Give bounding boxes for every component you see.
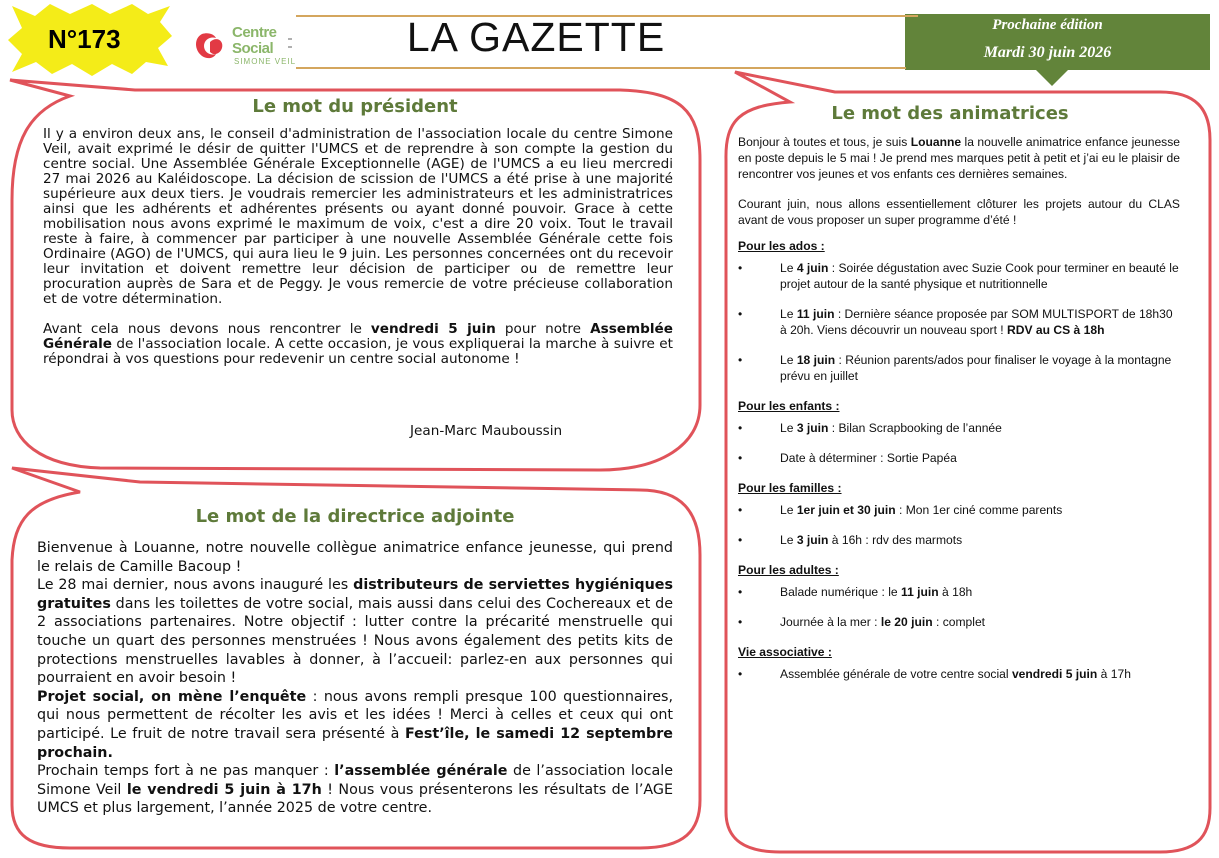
list-item: • Le 11 juin : Dernière séance proposée par SOM MULTISPORT de 18h30 à 20h. Viens découvrir un nouveau sport ! RDV au CS à 18h — [738, 306, 1180, 338]
logo-text-social: Social — [232, 40, 274, 57]
list-item: • Date à déterminer : Sortie Papéa — [738, 450, 1180, 466]
list-item: • Le 1er juin et 30 juin : Mon 1er ciné comme parents — [738, 502, 1180, 518]
list-familles — [738, 502, 1180, 548]
directrice-text — [37, 539, 673, 818]
section-head-adultes: Pour les adultes : — [738, 563, 839, 577]
directrice-title: Le mot de la directrice adjointe — [195, 506, 515, 527]
president-text — [43, 127, 673, 367]
animatrices-title: Le mot des animatrices — [831, 103, 1069, 124]
president-paragraph-1: Il y a environ deux ans, le conseil d'administration de l'association locale du centre Simone Veil, avait exprimé le désir de quitter l'UMCS et de reprendre à son compte la gestion du centre social. Une Assemblée Générale Exceptionnelle (AGE) de l'UMCS a eu lieu mercredi 27 mai 2026 au Kaléidoscope. La décision de scission de l'UMCS a été prise à une majorité supérieure aux deux tiers. Je voudrais remercier les administrateurs et les administratrices ainsi que les adhérents et adhérentes présents ou ayant donné pouvoir. Grace à cette mobilisation nous avons exprimé le maximum de voix, c'est a dire 20 voix. Tout le travail reste à faire, à commencer par participer à une nouvelle Assemblée Générale cette fois Ordinaire (AGO) de l'UMCS, qui aura lieu le 9 juin. Les personnes concernées ont du recevoir leur invitation et doivent remettre leur décision de participer ou de remettre leur procuration auprès de Sara et de Peggy. Je vous remercie de votre précieuse collaboration et de votre détermination. — [43, 126, 673, 307]
next-edition-date: Mardi 30 juin 2026 — [983, 44, 1112, 61]
directrice-paragraph-2: Le 28 mai dernier, nous avons inauguré les distributeurs de serviettes hygiéniques gratuites dans les toilettes de votre social, mais aussi dans celui des Cochereaux et de 2 associations partenaires. Notre objectif : lutter contre la précarité menstruelle qui touche un quart des personnes menstruées ! Nous avons également des petits kits de protections menstruelles lavables à donner, à l’accueil: parlez-en aux personnes qui pourraient en avoir besoin ! — [37, 577, 673, 687]
president-paragraph-2: Avant cela nous devons nous rencontrer le vendredi 5 juin pour notre Assemblée Générale de l'association locale. A cette occasion, je vous expliquerai la marche à suivre et répondrai à vos questions pour redevenir un centre social autonome ! — [43, 321, 673, 367]
title-rule-bottom — [296, 67, 906, 69]
animatrices-text — [738, 134, 1180, 696]
list-enfants — [738, 420, 1180, 466]
next-edition-label: Prochaine édition — [992, 17, 1103, 33]
directrice-paragraph-3: Projet social, on mène l’enquête : nous avons rempli presque 100 questionnaires, qui nous permettent de récolter les avis et les idées ! Merci à celles et ceux qui ont participé. Le fruit de notre travail sera présenté à Fest’île, le samedi 12 septembre prochain. — [37, 688, 673, 761]
gazette-title: LA GAZETTE — [406, 14, 666, 60]
list-ados — [738, 260, 1180, 384]
president-signature: Jean-Marc Mauboussin — [410, 423, 563, 439]
list-item: • Le 18 juin : Réunion parents/ados pour finaliser le voyage à la montagne prévu en juillet — [738, 352, 1180, 384]
issue-number: N°173 — [48, 24, 121, 54]
section-head-familles: Pour les familles : — [738, 481, 842, 495]
list-item: • Le 3 juin : Bilan Scrapbooking de l’année — [738, 420, 1180, 436]
directrice-paragraph-4: Prochain temps fort à ne pas manquer : l’assemblée générale de l’association locale Simone Veil le vendredi 5 juin à 17h ! Nous vous présenterons les résultats de l’AGE UMCS et plus largement, l’année 2025 de votre centre. — [37, 763, 674, 817]
list-item: • Le 4 juin : Soirée dégustation avec Suzie Cook pour terminer en beauté le projet autour de la santé physique et nutritionnelle — [738, 260, 1180, 292]
list-vie-associative — [738, 666, 1180, 682]
directrice-paragraph-1: Bienvenue à Louanne, notre nouvelle collègue animatrice enfance jeunesse, qui prend le relais de Camille Bacoup ! — [37, 540, 673, 575]
list-adultes — [738, 584, 1180, 630]
section-head-enfants: Pour les enfants : — [738, 399, 840, 413]
president-title: Le mot du président — [252, 96, 458, 117]
list-item: • Le 3 juin à 16h : rdv des marmots — [738, 532, 1180, 548]
logo-text-centre: Centre — [232, 24, 277, 41]
animatrices-intro-1: Bonjour à toutes et tous, je suis Louanne la nouvelle animatrice enfance jeunesse en poste depuis le 5 mai ! Je prend mes marques petit à petit et j’ai eu le plaisir de rencontrer vos jeunes et vos enfants ces dernières semaines. — [738, 135, 1180, 181]
section-head-vie-associative: Vie associative : — [738, 645, 832, 659]
section-head-ados: Pour les ados : — [738, 239, 825, 253]
logo-text-simone-veil: SIMONE VEIL — [234, 57, 297, 66]
list-item: • Journée à la mer : le 20 juin : complet — [738, 614, 1180, 630]
animatrices-intro-2: Courant juin, nous allons essentiellement clôturer les projets autour du CLAS avant de vous proposer un super programme d’été ! — [738, 197, 1180, 227]
list-item: • Assemblée générale de votre centre social vendredi 5 juin à 17h — [738, 666, 1180, 682]
list-item: • Balade numérique : le 11 juin à 18h — [738, 584, 1180, 600]
